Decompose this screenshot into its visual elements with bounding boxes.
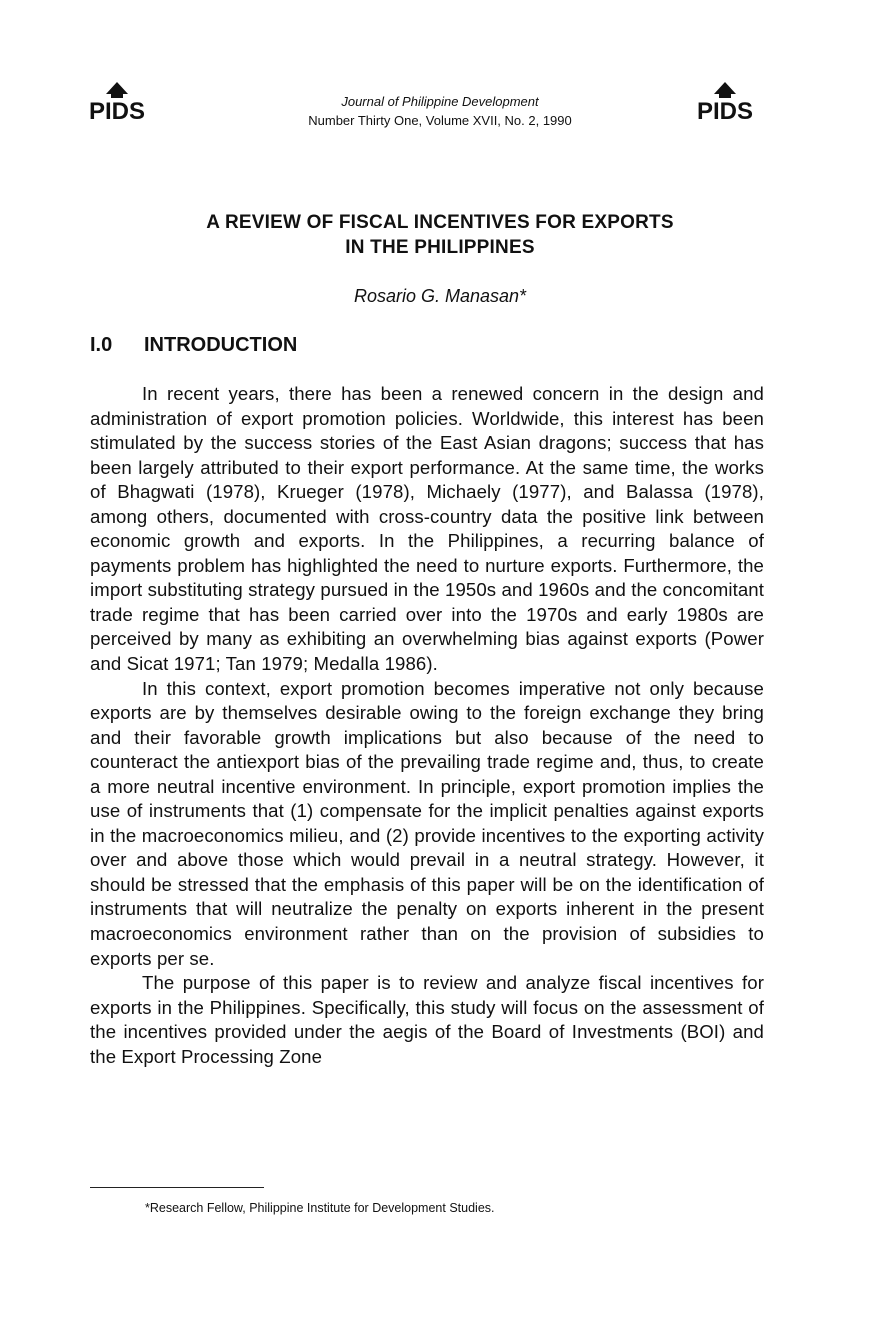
title-line-2: IN THE PHILIPPINES <box>345 237 535 258</box>
article-title <box>100 210 780 260</box>
logo-right-text: PIDS <box>696 98 754 122</box>
paragraph: In recent years, there has been a renewed concern in the design and administration of export promotion policies. Worldwide, this interest has been stimulated by the success stories of the East Asian dragons; success that has been largely attributed to their export performance. At the same time, the works of Bhagwati (1978), Krueger (1978), Michaely (1977), and Balassa (1978), among others, documented with cross-country data the positive link between economic growth and exports. In the Philippines, a recurring balance of payments problem has highlighted the need to nurture exports. Furthermore, the import substituting strategy pursued in the 1950s and 1960s and the concomitant trade regime that has been carried over into the 1970s and early 1980s are perceived by many as exhibiting an overwhelming bias against exports (Power and Sicat 1971; Tan 1979; Medalla 1986). <box>90 383 764 675</box>
section-heading <box>90 334 297 357</box>
journal-header <box>200 92 680 130</box>
logo-left-text: PIDS <box>88 98 146 122</box>
footnote-divider <box>90 1187 264 1188</box>
pids-logo-icon <box>84 82 150 122</box>
footnote: *Research Fellow, Philippine Institute for Development Studies. <box>145 1201 495 1215</box>
pids-logo-icon <box>692 82 758 122</box>
section-title: INTRODUCTION <box>144 334 298 356</box>
pids-logo-left <box>84 82 150 122</box>
title-line-1: A REVIEW OF FISCAL INCENTIVES FOR EXPORTS <box>206 212 674 233</box>
paragraph: In this context, export promotion becomes imperative not only because exports are by themselves desirable owing to the foreign exchange they bring and their favorable growth implications but also because of the need to counteract the antiexport bias of the prevailing trade regime and, thus, to create a more neutral incentive environment. In principle, export promotion implies the use of instruments that (1) compensate for the implicit penalties against exports in the macroeconomics milieu, and (2) provide incentives to the exporting activity over and above those which would prevail in a neutral strategy. However, it should be stressed that the emphasis of this paper will be on the identification of instruments that will neutralize the penalty on exports inherent in the present macroeconomics environment rather than on the provision of subsidies to exports per se. <box>90 677 764 969</box>
journal-issue: Number Thirty One, Volume XVII, No. 2, 1990 <box>308 113 572 128</box>
paragraph: The purpose of this paper is to review and analyze fiscal incentives for exports in the Philippines. Specifically, this study will focus on the assessment of the incentives provided under the aegis of the Board of Investments (BOI) and the Export Processing Zone <box>90 972 764 1067</box>
section-number: I.0 <box>90 334 113 356</box>
body-text <box>90 382 764 1069</box>
pids-logo-right <box>692 82 758 122</box>
journal-name: Journal of Philippine Development <box>341 94 539 109</box>
author-name: Rosario G. Manasan* <box>353 286 527 306</box>
